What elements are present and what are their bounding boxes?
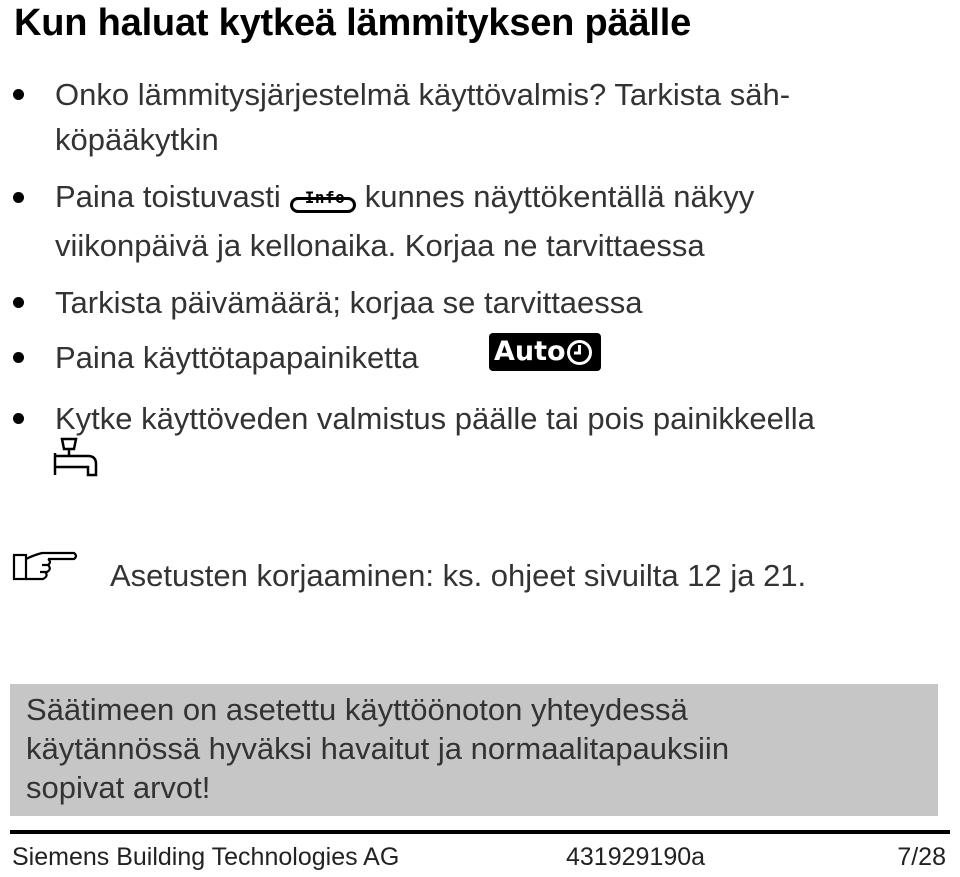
note-text: Asetusten korjaaminen: ks. ohjeet sivuilta 12 ja 21. xyxy=(110,558,807,593)
step-5: Kytke käyttöveden valmistus päälle tai pois painikkeella xyxy=(55,401,815,436)
footer-doc-number: 431929190a xyxy=(566,843,706,871)
step-2-line-2: viikonpäivä ja kellonaika. Korjaa ne tarvittaessa xyxy=(55,228,705,263)
info-highlight-box xyxy=(10,684,938,816)
highlight-line-3: sopivat arvot! xyxy=(26,770,211,805)
bullet xyxy=(13,352,24,363)
auto-label: Auto xyxy=(494,336,566,367)
footer-page-number: 7/28 xyxy=(897,843,946,871)
info-label: Info xyxy=(304,187,346,207)
bullet xyxy=(13,297,24,308)
highlight-line-2: käytännössä hyväksi havaitut ja normaalitapauksiin xyxy=(26,731,730,766)
step-2-text-before: Paina toistuvasti xyxy=(55,179,281,214)
dhw-tap-icon xyxy=(52,435,112,481)
step-3: Tarkista päivämäärä; korjaa se tarvittaessa xyxy=(55,285,643,320)
step-4: Paina käyttötapapainiketta xyxy=(55,340,419,375)
step-1-line-1: Onko lämmitysjärjestelmä käyttövalmis? Tarkista säh- xyxy=(55,77,791,112)
info-pill-shape xyxy=(290,197,356,213)
footer-rule xyxy=(10,830,950,834)
step-2-text-after: kunnes näyttökentällä näkyy xyxy=(364,179,755,214)
clock-icon xyxy=(566,339,593,366)
bullet xyxy=(13,413,24,424)
bullet xyxy=(13,192,24,203)
highlight-line-1: Säätimeen on asetettu käyttöönoton yhteydessä xyxy=(26,692,688,727)
page-title: Kun haluat kytkeä lämmityksen päälle xyxy=(14,2,692,44)
pointing-hand-icon xyxy=(12,547,80,587)
footer-company: Siemens Building Technologies AG xyxy=(12,843,400,871)
step-2-line-1 xyxy=(55,172,754,223)
auto-mode-button-icon xyxy=(489,333,601,371)
info-button-icon xyxy=(289,175,359,223)
bullet xyxy=(13,89,24,100)
step-1-line-2: köpääkytkin xyxy=(55,122,219,157)
